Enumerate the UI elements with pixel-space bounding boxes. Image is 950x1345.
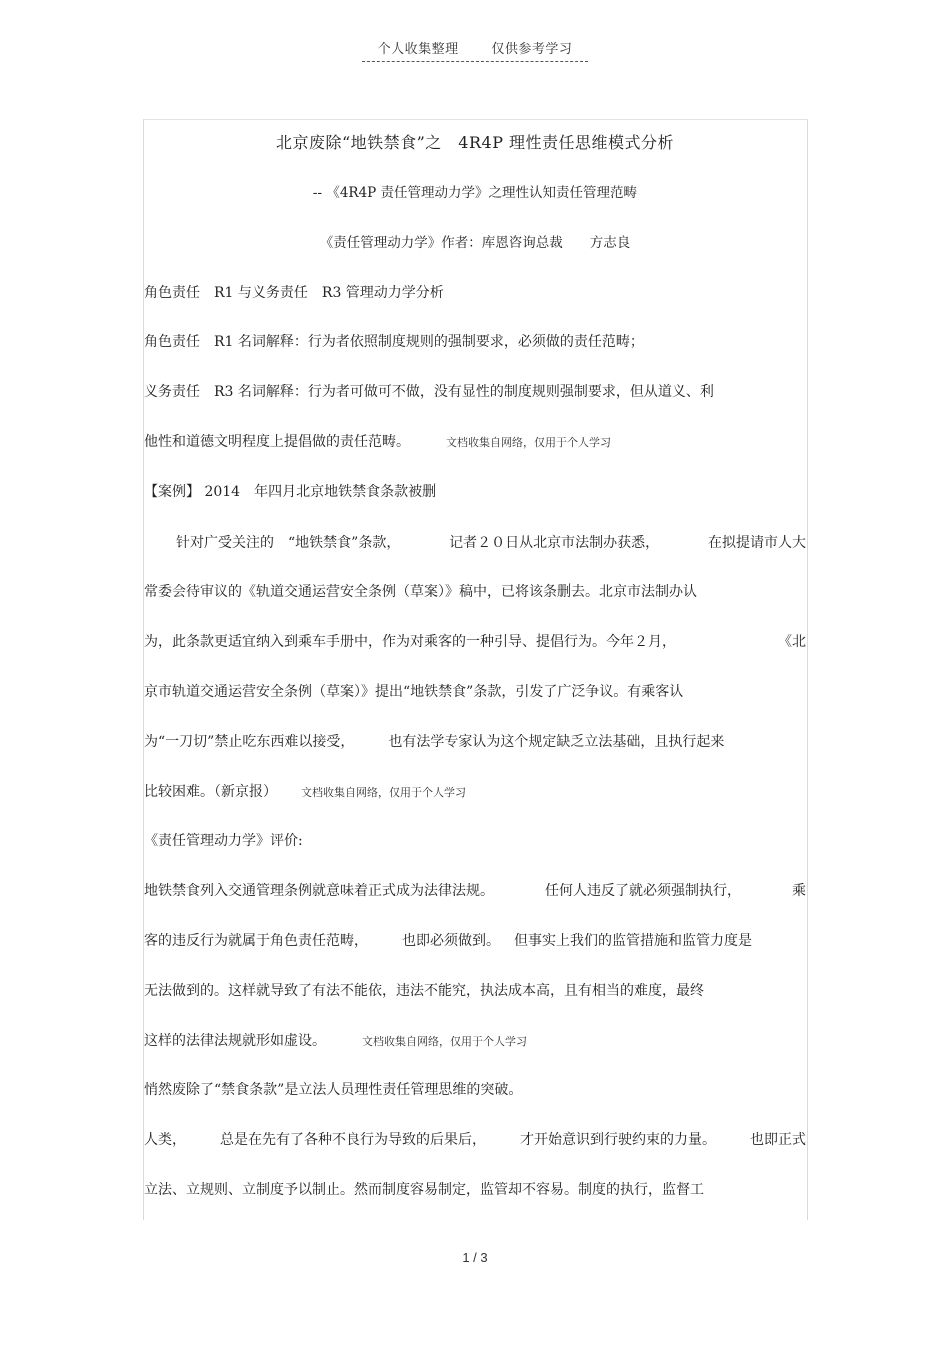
paragraph-text: 客的违反行为就属于角色责任范畴，: [144, 933, 368, 949]
paragraph-text: 总是在先有了各种不良行为导致的后果后，: [220, 1132, 486, 1148]
paragraph-line: 角色责任 R1 名词解释：行为者依照制度规则的强制要求，必须做的责任范畴；: [144, 334, 644, 350]
paragraph-line: [144, 533, 806, 553]
paragraph-text: 比较困难。（新京报）: [144, 784, 277, 800]
paragraph-text: 才开始意识到行驶约束的力量。: [520, 1132, 716, 1148]
evaluation-heading: 《责任管理动力学》评价:: [144, 833, 303, 849]
paragraph-text: 为“一刀切”禁止吃东西难以接受，: [144, 734, 355, 750]
document-title: 北京废除“地铁禁食”之 4R4P 理性责任思维模式分析: [275, 133, 675, 152]
paragraph-text: 他性和道德文明程度上提倡做的责任范畴。: [144, 434, 410, 450]
paragraph-text: 针对广受关注的 “地铁禁食”条款，: [176, 535, 401, 551]
paragraph-text: 地铁禁食列入交通管理条例就意味着正式成为法律法规。: [144, 883, 494, 899]
section-heading: 角色责任 R1 与义务责任 R3 管理动力学分析: [144, 285, 444, 301]
paragraph-text: 记者２０日从北京市法制办获悉，: [449, 535, 660, 551]
paragraph-text: 《北: [778, 634, 806, 650]
paragraph-line: [144, 1130, 806, 1150]
paragraph-text: 也有法学专家认为这个规定缺乏立法基础，且执行起来: [388, 734, 725, 750]
source-note: 文档收集自网络，仅用于个人学习: [301, 786, 466, 799]
paragraph-line: 义务责任 R3 名词解释：行为者可做可不做，没有显性的制度规则强制要求，但从道义、利: [144, 384, 714, 400]
source-note: 文档收集自网络，仅用于个人学习: [446, 436, 611, 449]
paragraph-line: [144, 931, 806, 951]
paragraph-line: 京市轨道交通运营安全条例（草案）》提出“地铁禁食”条款，引发了广泛争议。有乘客认: [144, 684, 684, 700]
paragraph-line: 立法、立规则、立制度予以制止。然而制度容易制定，监管却不容易。制度的执行，监督工: [144, 1182, 704, 1198]
document-author: 《责任管理动力学》作者：库恩咨询总裁 方志良: [319, 235, 631, 251]
paragraph-text: 也即必须做到。: [402, 933, 500, 949]
paragraph-text: 但事实上我们的监管措施和监管力度是: [514, 933, 752, 949]
paragraph-line: [144, 632, 806, 652]
paragraph-line: 常委会待审议的《轨道交通运营安全条例（草案）》稿中，已将该条删去。北京市法制办认: [144, 584, 697, 600]
paragraph-line: [144, 1031, 806, 1051]
paragraph-line: 悄然废除了“禁食条款”是立法人员理性责任管理思维的突破。: [144, 1082, 523, 1098]
paragraph-line: [144, 432, 806, 452]
header-right-text: 仅供参考学习: [491, 42, 573, 57]
paragraph-line: [144, 782, 806, 802]
paragraph-text: 也即正式: [750, 1132, 806, 1148]
header-left-text: 个人收集整理: [377, 42, 459, 57]
paragraph-text: 乘: [792, 883, 806, 899]
document-subtitle: -- 《4R4P 责任管理动力学》之理性认知责任管理范畴: [312, 185, 638, 201]
page-number: 1 / 3: [462, 1250, 488, 1265]
paragraph-text: 人类，: [144, 1132, 186, 1148]
paragraph-text: 这样的法律法规就形如虚设。: [144, 1033, 326, 1049]
case-heading: 【案例】 2014 年四月北京地铁禁食条款被删: [144, 484, 437, 500]
paragraph-text: 任何人违反了就必须强制执行，: [545, 883, 741, 899]
paragraph-line: [144, 732, 806, 752]
paragraph-text: 为，此条款更适宜纳入到乘车手册中，作为对乘客的一种引导、提倡行为。今年２月，: [144, 634, 676, 650]
page-header: [0, 38, 950, 62]
paragraph-line: 无法做到的。这样就导致了有法不能依，违法不能究，执法成本高，且有相当的难度，最终: [144, 983, 704, 999]
paragraph-text: 在拟提请市人大: [707, 535, 806, 551]
source-note: 文档收集自网络，仅用于个人学习: [362, 1035, 527, 1048]
paragraph-line: [144, 881, 806, 901]
